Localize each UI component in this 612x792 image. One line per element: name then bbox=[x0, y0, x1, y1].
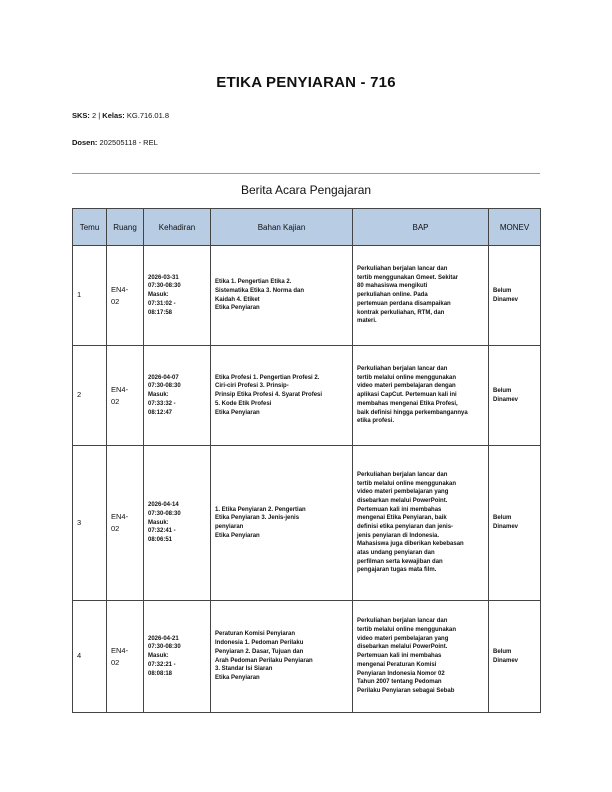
cell-bahan-kajian-text: Etika 1. Pengertian Etika 2. Sistematika Etika 3. Norma dan Kaidah 4. Etiket Etika Penyiaran bbox=[215, 279, 305, 312]
cell-ruang bbox=[107, 601, 144, 713]
cell-monev-text: Belum Dinamev bbox=[493, 648, 519, 664]
cell-bahan-kajian-text: Etika Profesi 1. Pengertian Profesi 2. Ciri-ciri Profesi 3. Prinsip- Prinsip Etika Profesi 4. Syarat Profesi 5. Kode Etik Profesi Etika Penyiaran bbox=[215, 374, 323, 416]
cell-bahan-kajian-text: 1. Etika Penyiaran 2. Pengertian Etika Penyiaran 3. Jenis-jenis penyiaran Etika Penyiaran bbox=[215, 506, 306, 539]
header-temu: Temu bbox=[73, 209, 107, 246]
table-row bbox=[73, 446, 541, 601]
cell-monev-text: Belum Dinamev bbox=[493, 387, 519, 403]
header-kehadiran: Kehadiran bbox=[144, 209, 211, 246]
cell-kehadiran bbox=[144, 246, 211, 346]
dosen-value: 202505118 - REL bbox=[97, 138, 158, 147]
cell-monev bbox=[489, 446, 541, 601]
cell-ruang-text: EN4- 02 bbox=[111, 645, 129, 667]
cell-monev-text: Belum Dinamev bbox=[493, 287, 519, 303]
table-row bbox=[73, 601, 541, 713]
cell-temu bbox=[73, 601, 107, 713]
table-row bbox=[73, 346, 541, 446]
cell-kehadiran-text: 2026-04-21 07:30-08:30 Masuk: 07:32:21 - 08:08:18 bbox=[148, 635, 181, 677]
cell-temu bbox=[73, 346, 107, 446]
cell-ruang bbox=[107, 446, 144, 601]
teaching-record-table bbox=[72, 208, 541, 713]
cell-bap-text: Perkuliahan berjalan lancar dan tertib melalui online menggunakan video materi pembelajaran yang disebarkan melalui PowerPoint. Pertemuan kali ini membahas mengenai Etika Penyiaran, baik definisi etika penyiaran dan jenis- jenis penyiaran di Indonesia. Mahasiswa juga diberikan kebebasan atas undang penyiaran dan perfilman serta kewajiban dan pengajaran tugas mata film. bbox=[357, 471, 464, 574]
cell-temu-text: 2 bbox=[77, 390, 82, 400]
cell-monev-text: Belum Dinamev bbox=[493, 515, 519, 530]
cell-ruang bbox=[107, 246, 144, 346]
sks-value: 2 | bbox=[89, 111, 103, 120]
kelas-value: KG.716.01.8 bbox=[124, 111, 170, 120]
divider bbox=[72, 173, 540, 174]
cell-kehadiran-text: 2026-04-07 07:30-08:30 Masuk: 07:33:32 - 08:12:47 bbox=[148, 374, 181, 416]
cell-bahan-kajian-text: Peraturan Komisi Penyiaran Indonesia 1. Pedoman Perilaku Penyiaran 2. Dasar, Tujuan dan Arah Pedoman Perilaku Penyiaran 3. Standar Isi Siaran Etika Penyiaran bbox=[215, 631, 313, 681]
cell-ruang-text: EN4- 02 bbox=[111, 384, 129, 406]
cell-bap bbox=[353, 601, 489, 713]
cell-bap-text: Perkuliahan berjalan lancar dan tertib melalui online menggunakan video materi pembelajaran yang disebarkan melalui PowerPoint. Pertemuan kali ini membahas mengenai Peraturan Komisi Penyiaran Indonesia Nomor 02 Tahun 2007 tentang Pedoman Perilaku Penyiaran sebagai Sebab bbox=[357, 618, 457, 694]
cell-bap bbox=[353, 246, 489, 346]
cell-temu bbox=[73, 246, 107, 346]
cell-ruang-text: EN4- 02 bbox=[111, 512, 129, 533]
cell-kehadiran-text: 2026-03-31 07:30-08:30 Masuk: 07:31:02 - 08:17:58 bbox=[148, 274, 181, 316]
cell-temu-text: 1 bbox=[77, 290, 82, 300]
cell-monev bbox=[489, 601, 541, 713]
cell-bahan-kajian bbox=[211, 446, 353, 601]
cell-kehadiran bbox=[144, 601, 211, 713]
page-title: ETIKA PENYIARAN - 716 bbox=[216, 74, 396, 91]
course-info bbox=[72, 111, 169, 120]
cell-monev bbox=[489, 346, 541, 446]
cell-bap bbox=[353, 346, 489, 446]
table-header-row bbox=[73, 209, 541, 246]
header-ruang: Ruang bbox=[107, 209, 144, 246]
cell-bahan-kajian bbox=[211, 346, 353, 446]
header-bahan-kajian: Bahan Kajian bbox=[211, 209, 353, 246]
cell-kehadiran-text: 2026-04-14 07:30-08:30 Masuk: 07:32:41 - 08:06:51 bbox=[148, 502, 181, 544]
table-row bbox=[73, 246, 541, 346]
cell-monev bbox=[489, 246, 541, 346]
sks-label: SKS: bbox=[72, 111, 90, 120]
lecturer-info bbox=[72, 138, 158, 147]
header-monev: MONEV bbox=[489, 209, 541, 246]
cell-bap-text: Perkuliahan berjalan lancar dan tertib menggunakan Gmeet. Sekitar 80 mahasiswa mengikuti perkuliahan online. Pada pertemuan perdana disampaikan kontrak perkuliahan, RTM, dan materi. bbox=[357, 266, 459, 325]
cell-bap bbox=[353, 446, 489, 601]
section-title: Berita Acara Pengajaran bbox=[240, 183, 372, 197]
cell-bap-text: Perkuliahan berjalan lancar dan tertib melalui online menggunakan video materi pembelajaran dengan aplikasi CapCut. Pertemuan kali ini membahas mengenai Etika Profesi, baik definisi hingga perkembangannya etika profesi. bbox=[357, 366, 468, 425]
cell-temu-text: 4 bbox=[77, 651, 82, 661]
dosen-label: Dosen: bbox=[72, 138, 98, 147]
cell-temu bbox=[73, 446, 107, 601]
header-bap: BAP bbox=[353, 209, 489, 246]
cell-ruang-text: EN4- 02 bbox=[111, 284, 129, 306]
cell-bahan-kajian bbox=[211, 601, 353, 713]
cell-ruang bbox=[107, 346, 144, 446]
cell-temu-text: 3 bbox=[77, 517, 82, 527]
kelas-label: Kelas: bbox=[102, 111, 125, 120]
cell-bahan-kajian bbox=[211, 246, 353, 346]
cell-kehadiran bbox=[144, 346, 211, 446]
cell-kehadiran bbox=[144, 446, 211, 601]
